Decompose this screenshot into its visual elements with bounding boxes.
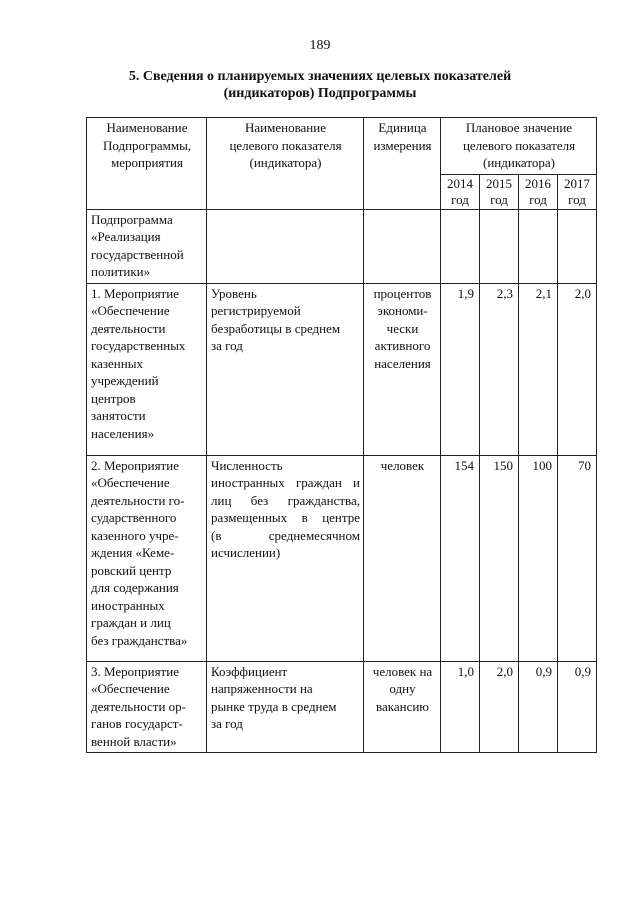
row-unit: человек на одну вакансию <box>364 661 441 753</box>
row-name: 3. Мероприятие «Обеспечение деятельности ор- ганов государст- венной власти» <box>87 661 207 753</box>
row-indicator: Уровень регистрируемой безработицы в среднем за год <box>207 283 364 455</box>
row-name: 1. Мероприятие «Обеспечение деятельности государственных казенных учреждений центров занятости населения» <box>87 283 207 455</box>
section-heading <box>95 68 545 102</box>
row-unit: процентов экономи- чески активного населения <box>364 283 441 455</box>
row-value-2016: 100 <box>519 455 558 661</box>
row-unit: человек <box>364 455 441 661</box>
row-value-2014: 1,9 <box>441 283 480 455</box>
table-row <box>87 209 597 283</box>
row-value-2017: 70 <box>558 455 597 661</box>
header-year: 2017 год <box>558 174 597 209</box>
row-indicator: Коэффициент напряженности на рынке труда в среднем за год <box>207 661 364 753</box>
row-value-2016: 0,9 <box>519 661 558 753</box>
row-unit <box>364 209 441 283</box>
row-indicator <box>207 209 364 283</box>
row-value-2017: 2,0 <box>558 283 597 455</box>
row-value-2015: 2,0 <box>480 661 519 753</box>
indicators-table <box>86 117 597 753</box>
header-indicator: Наименование целевого показателя (индикатора) <box>207 118 364 210</box>
row-indicator: Численность иностранных граждан и лиц без гражданства, размещенных в центре (в среднемесячном исчислении) <box>207 455 364 661</box>
row-value-2017 <box>558 209 597 283</box>
row-value-2016 <box>519 209 558 283</box>
row-value-2014: 1,0 <box>441 661 480 753</box>
row-value-2014 <box>441 209 480 283</box>
header-year: 2015 год <box>480 174 519 209</box>
row-value-2016: 2,1 <box>519 283 558 455</box>
table-row <box>87 283 597 455</box>
header-unit: Единица измерения <box>364 118 441 210</box>
row-value-2015 <box>480 209 519 283</box>
header-planned-value: Плановое значение целевого показателя (индикатора) <box>441 118 597 175</box>
heading-line-1: 5. Сведения о планируемых значениях целевых показателей <box>128 69 512 84</box>
row-value-2017: 0,9 <box>558 661 597 753</box>
row-name: Подпрограмма «Реализация государственной политики» <box>87 209 207 283</box>
row-value-2014: 154 <box>441 455 480 661</box>
heading-line-2: (индикаторов) Подпрограммы <box>223 86 417 101</box>
header-name: Наименование Подпрограммы, мероприятия <box>87 118 207 210</box>
page-number: 189 <box>309 38 331 53</box>
row-name: 2. Мероприятие «Обеспечение деятельности го- сударственного казенного учре- ждения «Кеме- ровский центр для содержания иностранных граждан и лиц без гражданства» <box>87 455 207 661</box>
table-row <box>87 661 597 753</box>
row-value-2015: 150 <box>480 455 519 661</box>
table-row <box>87 455 597 661</box>
header-year: 2016 год <box>519 174 558 209</box>
row-value-2015: 2,3 <box>480 283 519 455</box>
header-row <box>87 118 597 175</box>
header-year: 2014 год <box>441 174 480 209</box>
